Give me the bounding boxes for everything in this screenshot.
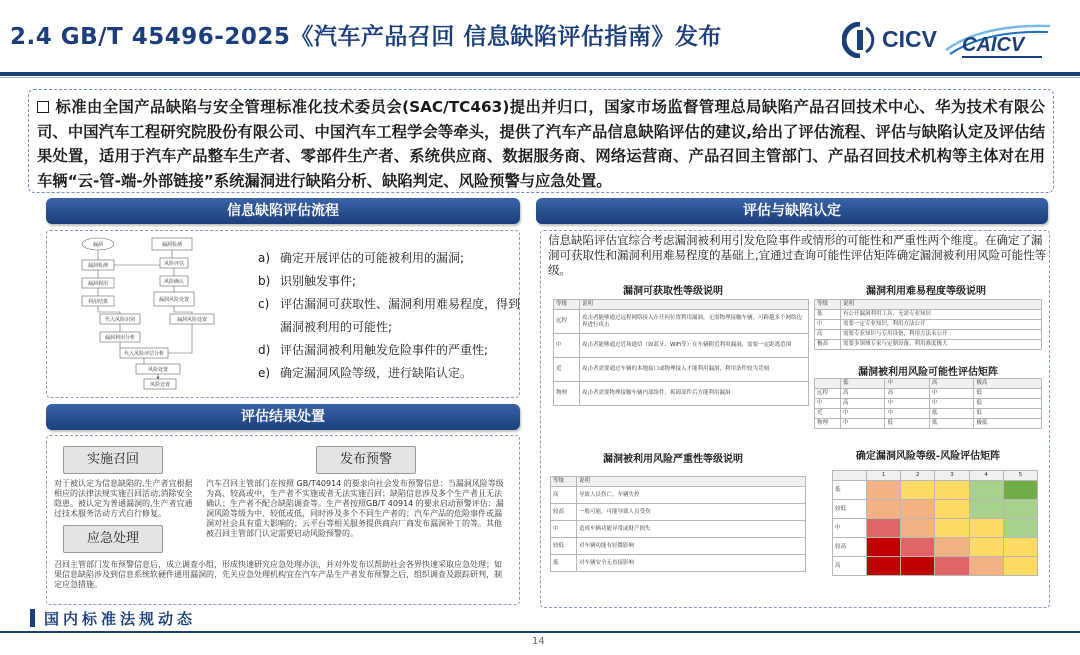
table-row-label: 低 <box>833 481 867 500</box>
risk-cell <box>1003 557 1037 576</box>
risk-cell <box>969 557 1003 576</box>
footer-section-title: 国内标准法规动态 <box>44 610 197 628</box>
footer-accent-bar <box>30 609 35 627</box>
flow-step <box>258 247 520 270</box>
flow-steps-list <box>258 247 520 385</box>
table-header-cell: 4 <box>969 471 1003 481</box>
flow-step-key: a) <box>258 251 271 265</box>
svg-text:风险处置: 风险处置 <box>147 367 169 373</box>
risk-cell <box>867 538 901 557</box>
table-row <box>833 538 1038 557</box>
table-cell: 中 <box>841 409 885 419</box>
table-header-row <box>551 477 806 487</box>
table-cell: 攻击者需要物理接触车辆内部组件，拆卸部件后方能利用漏洞 <box>580 382 809 406</box>
table-row <box>551 555 806 572</box>
table-row <box>551 504 806 521</box>
table-cell: 对车辆安全无直接影响 <box>577 555 806 572</box>
svg-text:利用结果: 利用结果 <box>87 299 109 305</box>
page-title: 2.4 GB/T 45496-2025《汽车产品召回 信息缺陷评估指南》发布 <box>10 24 722 50</box>
table-cell: 需要专业知识与专用设备，利用方法未公开 <box>841 330 1042 340</box>
svg-text:风险处置: 风险处置 <box>149 382 171 388</box>
flow-step <box>258 270 520 293</box>
table-header-cell <box>833 471 867 481</box>
table-cell: 攻击者能够通过远程网络接入在任何位置利用漏洞，无需物理接触车辆，可跨越多个网络边界进行攻击 <box>580 310 809 334</box>
risk-cell <box>935 519 969 538</box>
table-row <box>554 358 809 382</box>
cicv-logo-text: CICV <box>882 26 937 52</box>
table-row <box>815 310 1042 320</box>
table-cell: 造成车辆功能异常或财产损失 <box>577 521 806 538</box>
footer-divider <box>0 631 1080 633</box>
header-divider-thin <box>0 77 1080 78</box>
caicv-logo-icon <box>942 20 1054 64</box>
flow-heading: 信息缺陷评估流程 <box>46 198 520 224</box>
accessibility-level-table <box>553 299 809 406</box>
table-row <box>833 481 1038 500</box>
risk-cell <box>901 557 935 576</box>
table-row <box>551 538 806 555</box>
risk-cell <box>969 538 1003 557</box>
table-cell: 低 <box>974 409 1042 419</box>
table-cell: 远程 <box>815 389 841 399</box>
tbl1-title: 漏洞可获取性等级说明 <box>623 286 723 297</box>
table-header-cell: 说明 <box>841 300 1042 310</box>
table-cell: 低 <box>929 419 973 429</box>
table-header-cell: 1 <box>867 471 901 481</box>
table-cell: 近 <box>815 409 841 419</box>
table-cell: 高 <box>885 389 929 399</box>
table-cell: 低 <box>929 409 973 419</box>
table-cell: 需要一定专业知识，利用方法公开 <box>841 320 1042 330</box>
risk-cell <box>901 538 935 557</box>
table-header-cell: 3 <box>935 471 969 481</box>
table-header-row <box>815 379 1042 389</box>
table-cell: 低 <box>974 389 1042 399</box>
intro-box <box>28 89 1054 193</box>
tbl3-title: 漏洞被利用风险可能性评估矩阵 <box>858 367 998 378</box>
flow-step-text: 评估漏洞可获取性、漏洞利用难易程度，得到漏洞被利用的可能性; <box>280 297 521 334</box>
flow-step-key: e) <box>258 366 271 380</box>
risk-cell <box>969 500 1003 519</box>
table-row-label: 中 <box>833 519 867 538</box>
table-cell: 中 <box>885 409 929 419</box>
risk-cell <box>901 481 935 500</box>
table-cell: 需要多领域专家与定制设备，利用难度极大 <box>841 340 1042 350</box>
table-cell: 物理 <box>554 382 580 406</box>
table-cell: 较低 <box>551 538 577 555</box>
likelihood-matrix-table <box>814 378 1042 429</box>
risk-cell <box>1003 500 1037 519</box>
table-row <box>815 389 1042 399</box>
warning-description: 汽车召回主管部门在按照 GB/T40914 的要求向社会发布预警信息：当漏洞风险等级为高、较高或中，生产者不实施或者无法实施召回；缺陷信息涉及多个生产者且无法确认；生产者不配合缺陷调查等。生产者按照GB/T 40914 的要求启动预警评估：漏洞风险等级为中、较低或低，同时涉及多个不同生产者的；汽车产品的危险事件或漏洞对社会具有重大影响的；云平台等相关服务提供商向厂商发布漏洞补丁的等。其他被召回主管部门认定需要启动风险预警的。 <box>206 479 504 538</box>
tbl4-title: 漏洞被利用风险严重性等级说明 <box>603 454 743 465</box>
svg-text:代入风险评估分析: 代入风险评估分析 <box>123 351 165 357</box>
table-row-label: 较低 <box>833 500 867 519</box>
table-cell: 高 <box>815 330 841 340</box>
risk-cell <box>935 481 969 500</box>
svg-text:漏洞利用分析: 漏洞利用分析 <box>104 335 136 341</box>
table-header-cell: 中 <box>885 379 929 389</box>
table-row <box>554 334 809 358</box>
table-cell: 攻击者能够通过近场通信（如蓝牙、WiFi等）在车辆附近利用漏洞，需要一定距离范围 <box>580 334 809 358</box>
table-header-cell: 高 <box>929 379 973 389</box>
table-row <box>833 557 1038 576</box>
cicv-logo-mark-icon <box>842 22 878 58</box>
table-row <box>833 500 1038 519</box>
page-number: 14 <box>532 636 545 647</box>
table-header-cell: 等级 <box>551 477 577 487</box>
table-header-cell <box>815 379 841 389</box>
table-cell: 极低 <box>974 419 1042 429</box>
table-cell: 物理 <box>815 419 841 429</box>
intro-text: 标准由全国产品缺陷与安全管理标准化技术委员会(SAC/TC463)提出并归口，国家市场监督管理总局缺陷产品召回技术中心、华为技术有限公司、中国汽车工程研究院股份有限公司、中国汽车工程学会等牵头，提供了汽车产品信息缺陷评估的建议,给出了评估流程、评估与缺陷认定及评估结果处置，适用于汽车产品整车生产者、零部件生产者、系统供应商、数据服务商、网络运营商、产品召回主管部门、产品召回技术机构等主体对在用车辆“云-管-端-外部链接”系统漏洞进行缺陷分析、缺陷判定、风险预警与应急处置。 <box>37 98 1045 190</box>
risk-cell <box>1003 519 1037 538</box>
assess-heading: 评估与缺陷认定 <box>536 198 1048 224</box>
table-cell: 高 <box>841 389 885 399</box>
table-cell: 中 <box>554 334 580 358</box>
emergency-button[interactable]: 应急处理 <box>63 525 163 553</box>
table-row <box>551 521 806 538</box>
flow-step <box>258 293 520 339</box>
table-row <box>833 519 1038 538</box>
svg-text:风险评估: 风险评估 <box>163 261 185 267</box>
table-cell: 近 <box>554 358 580 382</box>
risk-cell <box>1003 538 1037 557</box>
flow-step-key: c) <box>258 297 270 311</box>
risk-cell <box>935 557 969 576</box>
table-header-row <box>815 300 1042 310</box>
table-row <box>815 340 1042 350</box>
risk-cell <box>867 481 901 500</box>
table-cell: 中 <box>929 399 973 409</box>
square-bullet-icon <box>37 101 49 113</box>
flow-step-text: 确定开展评估的可能被利用的漏洞; <box>280 251 465 265</box>
tbl2-title: 漏洞利用难易程度等级说明 <box>866 286 986 297</box>
header-divider <box>0 72 1080 76</box>
assess-description: 信息缺陷评估宜综合考虑漏洞被利用引发危险事件或情形的可能性和严重性两个维度。在确定了漏洞可获取性和漏洞利用难易程度的基础上,宜通过查询可能性评估矩阵确定漏洞被利用风险可能性等级。 <box>548 233 1047 277</box>
flow-step-text: 确定漏洞风险等级，进行缺陷认定。 <box>280 366 473 380</box>
risk-cell <box>901 519 935 538</box>
svg-text:漏洞: 漏洞 <box>92 242 104 248</box>
table-cell: 低 <box>815 310 841 320</box>
table-header-row <box>833 471 1038 481</box>
table-cell: 较高 <box>551 504 577 521</box>
svg-text:漏洞检测: 漏洞检测 <box>161 242 183 248</box>
risk-matrix-table <box>832 470 1038 576</box>
table-cell: 低 <box>551 555 577 572</box>
risk-cell <box>935 500 969 519</box>
cicv-logo <box>838 20 936 60</box>
svg-text:CAICV: CAICV <box>962 34 1025 56</box>
table-row <box>815 330 1042 340</box>
table-cell: 低 <box>974 399 1042 409</box>
table-row <box>815 399 1042 409</box>
emergency-description: 召回主管部门发布预警信息后，成立调查小组，形成快速研究应急处理办法，并对外发布以帮助社会各界快速采取应急处理；如果信息缺陷涉及到信息系统软硬件通用漏洞的，先关应急处理机构宜在汽车产品生产者发布预警之后，组织调查及跟踪研判，制定应急措施。 <box>54 560 502 589</box>
table-cell: 高 <box>841 399 885 409</box>
flow-step <box>258 362 520 385</box>
table-cell: 中 <box>551 521 577 538</box>
table-row <box>815 419 1042 429</box>
table-header-cell: 说明 <box>580 300 809 310</box>
flow-step-key: b) <box>258 274 271 288</box>
difficulty-level-table <box>814 299 1042 350</box>
table-row-label: 高 <box>833 557 867 576</box>
caicv-logo <box>942 20 1054 64</box>
table-cell: 中 <box>815 320 841 330</box>
risk-cell <box>969 481 1003 500</box>
table-row <box>815 320 1042 330</box>
warning-button[interactable]: 发布预警 <box>316 446 416 474</box>
flow-step-text: 识别触发事件; <box>280 274 357 288</box>
table-row <box>554 382 809 406</box>
severity-level-table <box>550 476 806 572</box>
recall-button[interactable]: 实施召回 <box>63 446 163 474</box>
table-cell: 远程 <box>554 310 580 334</box>
table-header-cell: 等级 <box>554 300 580 310</box>
table-cell: 攻击者需要通过车辆的本地接口或物理接入才能利用漏洞，利用条件较为苛刻 <box>580 358 809 382</box>
risk-cell <box>867 500 901 519</box>
recall-description: 对于被认定为信息缺陷的,生产者宜根据相应的法律法规实施召回活动,消除安全隐患。被认定为普通漏洞的,生产者宜通过技术服务活动方式自行修复。 <box>54 479 193 518</box>
table-row <box>815 409 1042 419</box>
table-cell: 中 <box>929 389 973 399</box>
table-cell: 一般可能，可能导致人员受伤 <box>577 504 806 521</box>
table-cell: 低 <box>885 419 929 429</box>
table-cell: 高 <box>551 487 577 504</box>
risk-cell <box>969 519 1003 538</box>
svg-text:漏洞风险处置: 漏洞风险处置 <box>176 317 208 323</box>
table-row <box>554 310 809 334</box>
table-cell: 中 <box>815 399 841 409</box>
table-row <box>551 487 806 504</box>
svg-text:代入风险识别: 代入风险识别 <box>104 317 136 323</box>
flow-step-key: d) <box>258 343 271 357</box>
table-cell: 中 <box>885 399 929 409</box>
tbl5-title: 确定漏洞风险等级-风险评估矩阵 <box>855 451 1001 462</box>
svg-text:漏洞风险处置: 漏洞风险处置 <box>158 297 190 303</box>
risk-cell <box>935 538 969 557</box>
table-cell: 中 <box>841 419 885 429</box>
svg-text:风险确认: 风险确认 <box>163 279 185 285</box>
table-header-cell: 低 <box>841 379 885 389</box>
risk-cell <box>867 557 901 576</box>
table-cell: 对车辆功能有轻微影响 <box>577 538 806 555</box>
flow-step-text: 评估漏洞被利用触发危险事件的严重性; <box>280 343 489 357</box>
risk-cell <box>901 500 935 519</box>
table-cell: 有公开漏洞利用工具，无需专业知识 <box>841 310 1042 320</box>
risk-cell <box>1003 481 1037 500</box>
risk-cell <box>867 519 901 538</box>
svg-text:漏洞检测: 漏洞检测 <box>87 263 109 269</box>
flow-step <box>258 339 520 362</box>
table-header-cell: 5 <box>1003 471 1037 481</box>
table-header-cell: 极高 <box>974 379 1042 389</box>
table-header-cell: 说明 <box>577 477 806 487</box>
table-cell: 导致人员伤亡，车辆失控 <box>577 487 806 504</box>
table-row-label: 较高 <box>833 538 867 557</box>
table-header-cell: 等级 <box>815 300 841 310</box>
table-cell: 极高 <box>815 340 841 350</box>
svg-text:漏洞利用: 漏洞利用 <box>87 281 109 287</box>
table-header-row <box>554 300 809 310</box>
results-heading: 评估结果处置 <box>46 404 520 430</box>
flow-diagram <box>60 234 250 392</box>
table-header-cell: 2 <box>901 471 935 481</box>
